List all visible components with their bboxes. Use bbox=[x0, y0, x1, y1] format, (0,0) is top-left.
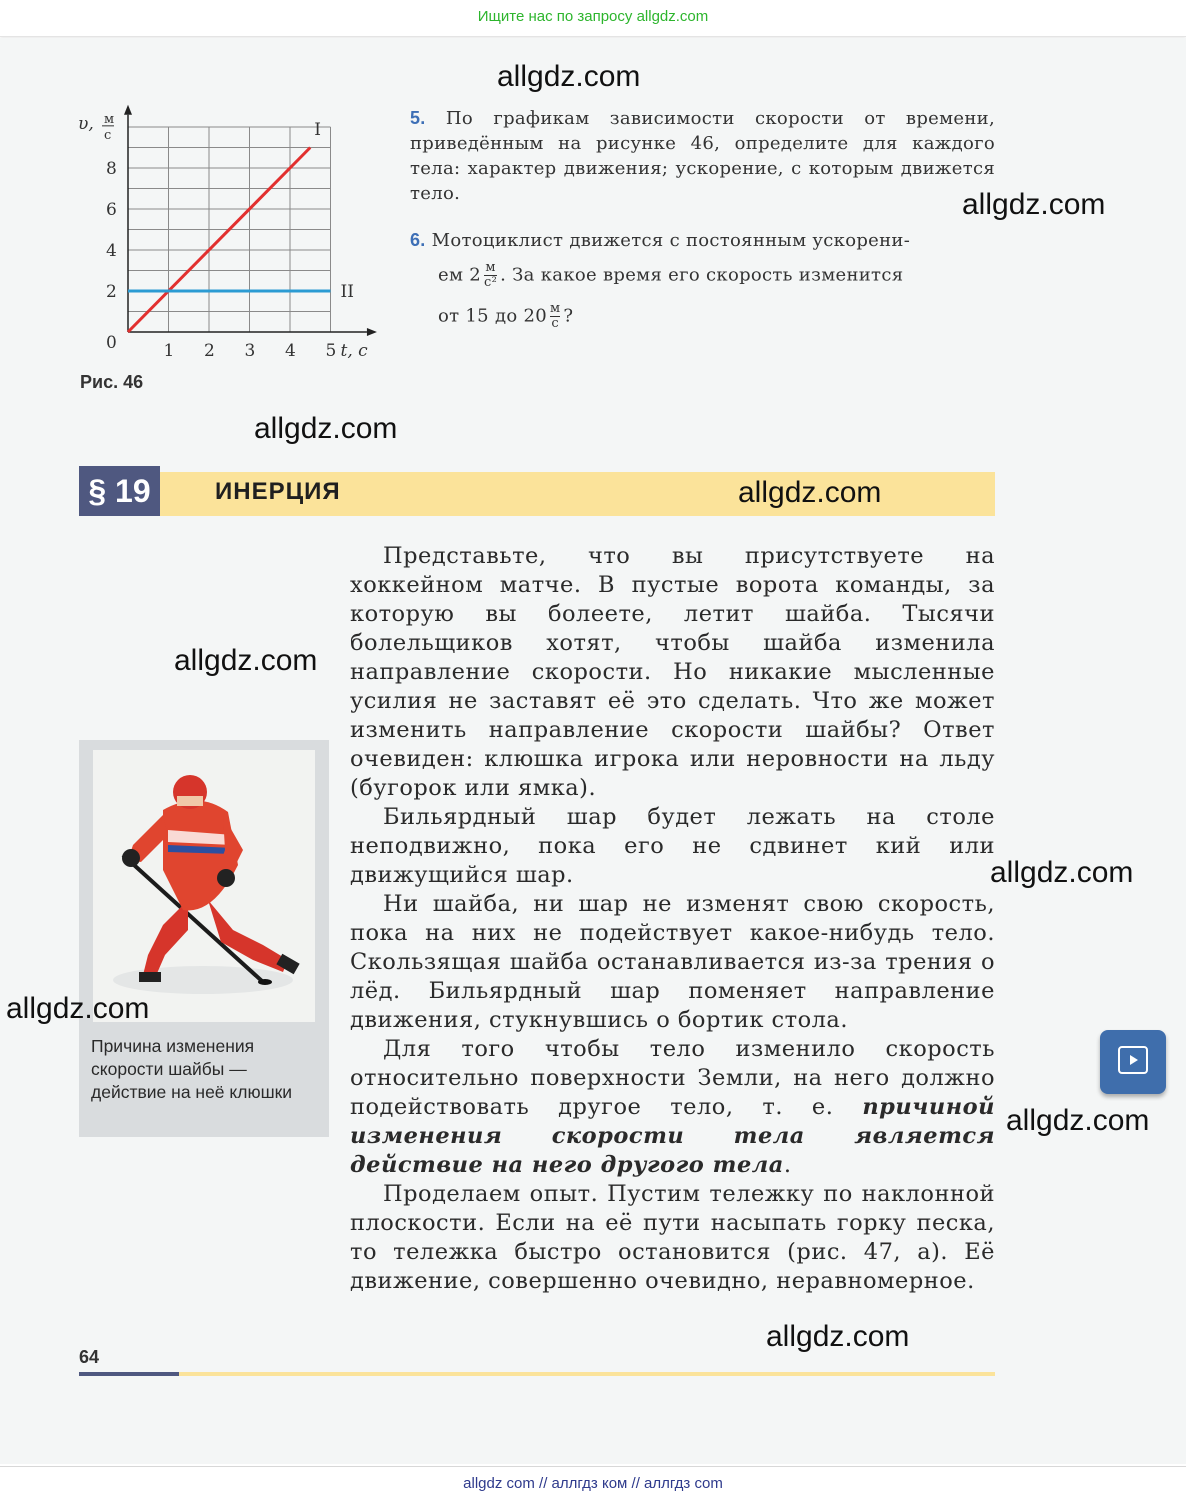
y-tick-label: 0 bbox=[106, 333, 117, 353]
x-axis-arrow bbox=[367, 328, 377, 336]
key-statement: причиной изменения скорости тела является действие на него другого тела bbox=[350, 1094, 995, 1178]
hockey-player-photo bbox=[93, 750, 315, 1022]
line-label-I: I bbox=[314, 120, 321, 141]
watermark: allgdz.com bbox=[6, 992, 150, 1025]
y-tick-label: 2 bbox=[106, 282, 117, 302]
paragraph: Для того чтобы тело изменило скорость относительно поверхности Земли, на него должно подействовать другое тело, т. е. причиной изменения скорости тела является действие на него другого тела. bbox=[350, 1036, 995, 1178]
task-text-line3a: от 15 до 20 bbox=[438, 305, 547, 327]
y-unit-numerator: м bbox=[104, 111, 115, 127]
footer-rule-accent bbox=[79, 1372, 179, 1376]
photo-card bbox=[79, 740, 329, 1137]
photo-caption: Причина изменения скорости шайбы — действие на неё клюшки bbox=[91, 1036, 293, 1102]
paragraph: Ни шайба, ни шар не изменят свою скорость, пока на них не подействует какое-нибудь тело. Скользящая шайба останавливается из-за трения о лёд. Бильярдный шар поменяет направление движения, стукнувшись о бортик стола. bbox=[350, 891, 995, 1033]
section-title: ИНЕРЦИЯ bbox=[215, 478, 341, 505]
video-play-button[interactable] bbox=[1100, 1030, 1166, 1094]
y-tick-label: 8 bbox=[106, 159, 117, 179]
paragraph: Бильярдный шар будет лежать на столе неподвижно, пока его не сдвинет кий или движущийся шар. bbox=[350, 804, 995, 888]
watermark: allgdz.com bbox=[738, 476, 882, 509]
x-tick-label: 1 bbox=[163, 341, 175, 361]
watermark: allgdz.com bbox=[962, 188, 1106, 221]
x-tick-label: 2 bbox=[204, 341, 215, 361]
task-number: 6. bbox=[410, 230, 426, 250]
graph-series bbox=[128, 148, 331, 333]
series-line-I bbox=[128, 148, 310, 333]
play-icon bbox=[1118, 1046, 1148, 1074]
y-axis-label: υ, bbox=[78, 113, 94, 134]
x-tick-label: 4 bbox=[285, 341, 296, 361]
task-6 bbox=[410, 228, 995, 331]
watermark: allgdz.com bbox=[1006, 1104, 1150, 1137]
watermark: allgdz.com bbox=[254, 412, 398, 445]
velocity-unit-fraction: $\frac{м}{с}$ bbox=[550, 301, 561, 331]
watermark: allgdz.com bbox=[766, 1320, 910, 1353]
line-label-II: II bbox=[340, 282, 354, 302]
task-text-line2a: ем 2 bbox=[438, 264, 482, 286]
paragraph: Представьте, что вы присутствуете на хоккейном матче. В пустые ворота команды, за которую вы болеете, летит шайба. Тысячи болельщиков хотят, чтобы шайба изменила направление скорости. Но никакие мысленные усилия не заставят её это сделать. Что же может изменить направление скорости шайбы? Ответ очевиден: клюшка игрока или неровности на льду (бугорок или ямка). bbox=[350, 543, 995, 801]
paragraph: Проделаем опыт. Пустим тележку по наклонной плоскости. Если на её пути насыпать горку песка, то тележка быстро остановится (рис. 47, а). Её движение, совершенно очевидно, неравномерное. bbox=[350, 1181, 995, 1294]
x-tick-label: 5 bbox=[325, 341, 337, 361]
velocity-time-graph bbox=[70, 100, 390, 370]
footer-rule bbox=[79, 1372, 995, 1376]
task-5 bbox=[410, 106, 995, 206]
x-tick-label: 3 bbox=[244, 341, 256, 361]
section-body-text bbox=[350, 542, 995, 1296]
task-text: По графикам зависимости скорости от времени, приведённым на рисунке 46, определите для каждого тела: характер движения; ускорение, с которым движется тело. bbox=[410, 108, 995, 204]
task-text-line1: Мотоциклист движется с постоянным ускорени- bbox=[431, 230, 911, 251]
acceleration-unit-fraction: $\frac{м}{\text{с²}}$ bbox=[484, 260, 498, 290]
page-number: 64 bbox=[79, 1347, 100, 1367]
watermark: allgdz.com bbox=[174, 644, 318, 677]
figure-caption: Рис. 46 bbox=[80, 372, 144, 392]
y-tick-label: 6 bbox=[106, 200, 117, 220]
x-axis-label: t, с bbox=[340, 341, 368, 361]
task-number: 5. bbox=[410, 108, 426, 128]
paragraph-plain: Для того чтобы тело изменило скорость относительно поверхности Земли, на него должно подействовать другое тело, т. е. bbox=[350, 1036, 995, 1120]
top-banner[interactable]: Ищите нас по запросу allgdz.com bbox=[0, 0, 1186, 37]
section-number: § 19 bbox=[79, 466, 160, 516]
hockey-player-illustration bbox=[93, 750, 315, 1022]
y-unit-denominator: с bbox=[104, 127, 112, 143]
task-text-line3b: ? bbox=[563, 305, 574, 327]
y-tick-label: 4 bbox=[106, 241, 117, 261]
task-text-line2b: . За какое время его скорость изменится bbox=[500, 264, 904, 286]
graph-axes bbox=[124, 105, 377, 336]
watermark: allgdz.com bbox=[497, 60, 641, 93]
watermark: allgdz.com bbox=[990, 856, 1134, 889]
y-axis-arrow bbox=[124, 105, 132, 115]
bottom-banner[interactable]: allgdz com // аллгдз ком // аллгдз com bbox=[0, 1466, 1186, 1503]
